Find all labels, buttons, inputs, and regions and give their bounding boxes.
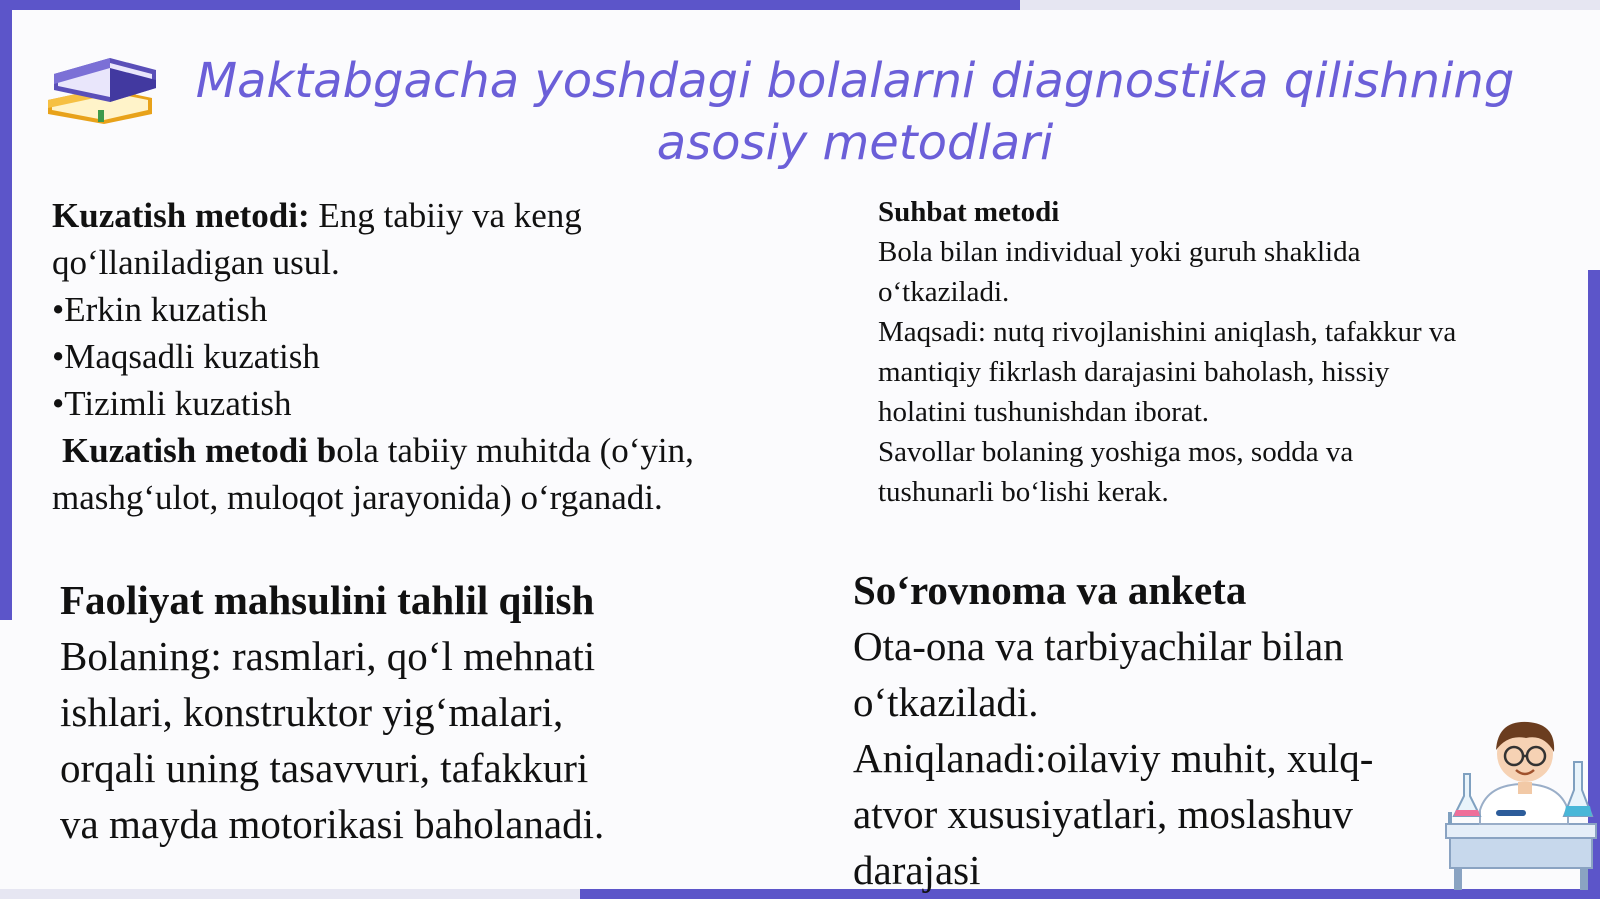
frame-bar-top bbox=[0, 0, 1020, 10]
activity-heading: Faoliyat mahsulini tahlil qilish bbox=[60, 577, 595, 623]
conversation-line: oʻtkaziladi. bbox=[878, 276, 1010, 308]
observation-summary-text: ola tabiiy muhitda (oʻyin, bbox=[336, 431, 694, 470]
books-icon bbox=[44, 44, 160, 124]
observation-intro-text: Eng tabiiy va keng bbox=[309, 196, 582, 235]
conversation-line: Maqsadi: nutq rivojlanishini aniqlash, tafakkur va bbox=[878, 316, 1457, 348]
observation-summary-line-2: mashgʻulot, muloqot jarayonida) oʻrganadi. bbox=[52, 478, 663, 517]
observation-method-block bbox=[52, 192, 812, 521]
survey-line: oʻtkaziladi. bbox=[853, 679, 1039, 725]
observation-item-targeted: •Maqsadli kuzatish bbox=[52, 337, 320, 376]
survey-line: darajasi bbox=[853, 847, 981, 893]
activity-line: ishlari, konstruktor yigʻmalari, bbox=[60, 689, 564, 735]
conversation-line: Savollar bolaning yoshiga mos, sodda va bbox=[878, 436, 1354, 468]
conversation-method-block bbox=[878, 192, 1558, 512]
survey-heading: Soʻrovnoma va anketa bbox=[853, 567, 1247, 613]
conversation-line: mantiqiy fikrlash darajasini baholash, hissiy bbox=[878, 356, 1390, 388]
frame-bar-bottom-light bbox=[0, 889, 580, 899]
frame-bar-top-light bbox=[1020, 0, 1600, 10]
observation-item-free: •Erkin kuzatish bbox=[52, 290, 268, 329]
survey-block bbox=[853, 562, 1453, 898]
title-line-2: asosiy metodlari bbox=[656, 115, 1054, 171]
activity-line: va mayda motorikasi baholanadi. bbox=[60, 801, 605, 847]
survey-line: Aniqlanadi:oilaviy muhit, xulq- bbox=[853, 735, 1374, 781]
observation-intro bbox=[52, 192, 812, 239]
survey-line: Ota-ona va tarbiyachilar bilan bbox=[853, 623, 1344, 669]
title-line-1: Maktabgacha yoshdagi bolalarni diagnostika qilishning bbox=[195, 53, 1515, 109]
activity-line: orqali uning tasavvuri, tafakkuri bbox=[60, 745, 589, 791]
slide-title bbox=[175, 50, 1535, 174]
observation-intro-line-2: qoʻllaniladigan usul. bbox=[52, 243, 340, 282]
conversation-line: Bola bilan individual yoki guruh shaklida bbox=[878, 236, 1361, 268]
observation-summary-bold: Kuzatish metodi b bbox=[62, 431, 337, 470]
survey-line: atvor xususiyatlari, moslashuv bbox=[853, 791, 1353, 837]
observation-heading: Kuzatish metodi: bbox=[52, 196, 310, 235]
conversation-heading: Suhbat metodi bbox=[878, 196, 1060, 228]
activity-line: Bolaning: rasmlari, qoʻl mehnati bbox=[60, 633, 596, 679]
observation-item-systematic: •Tizimli kuzatish bbox=[52, 384, 292, 423]
conversation-line: holatini tushunishdan iborat. bbox=[878, 396, 1210, 428]
observation-summary bbox=[52, 427, 812, 474]
activity-analysis-block bbox=[60, 572, 780, 852]
frame-bar-left bbox=[0, 0, 12, 620]
conversation-line: tushunarli boʻlishi kerak. bbox=[878, 476, 1169, 508]
scientist-icon bbox=[1440, 712, 1600, 892]
